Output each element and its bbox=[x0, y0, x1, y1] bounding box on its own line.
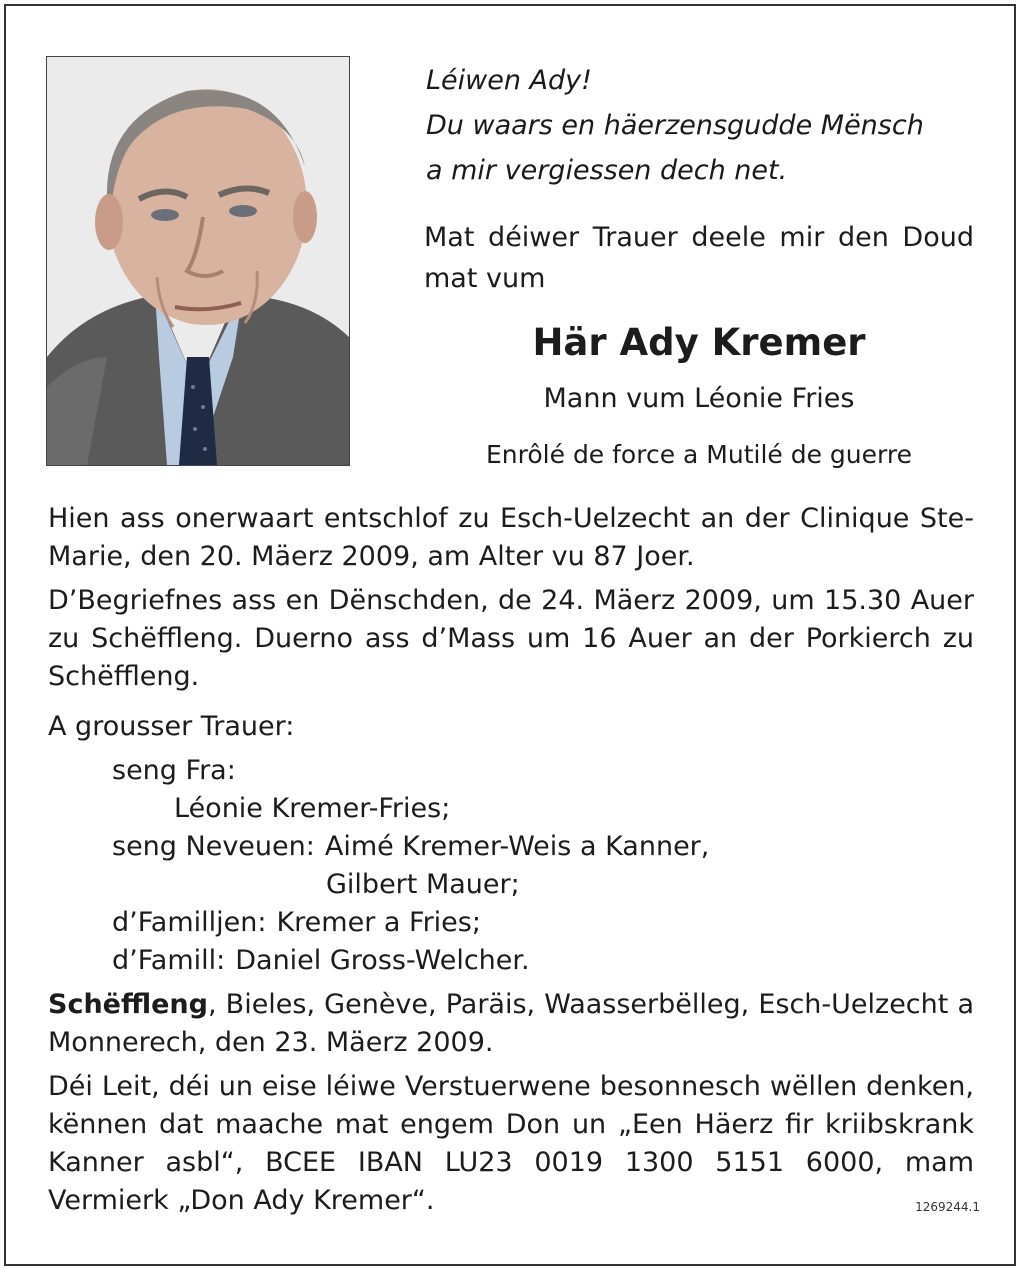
mourner-name: Léonie Kremer-Fries; bbox=[174, 793, 451, 824]
deceased-name: Här Ady Kremer bbox=[532, 321, 866, 364]
death-paragraph: Hien ass onerwaart entschlof zu Esch-Uelzecht an der Clinique Ste-Marie, den 20. Mäerz 2009, am Alter vu 87 Joer. bbox=[48, 503, 974, 572]
verse bbox=[426, 58, 986, 193]
mourner-name: Kremer a Fries; bbox=[276, 907, 481, 938]
place-date-paragraph bbox=[48, 986, 974, 1062]
mourner-label: d’Famill: bbox=[112, 945, 226, 976]
deceased-title: Enrôlé de force a Mutilé de guerre bbox=[486, 440, 912, 469]
mourner-name: Daniel Gross-Welcher. bbox=[235, 945, 530, 976]
mourner-label: d’Familljen: bbox=[112, 907, 267, 938]
mourner-row bbox=[326, 866, 974, 904]
mourner-row bbox=[112, 904, 974, 942]
notice-body bbox=[48, 500, 974, 1226]
mourner-label: seng Fra: bbox=[112, 755, 236, 786]
portrait-image bbox=[47, 57, 349, 465]
reference-number: 1269244.1 bbox=[915, 1200, 980, 1214]
mourner-name: Gilbert Mauer; bbox=[326, 869, 520, 900]
verse-line: Léiwen Ady! bbox=[426, 65, 592, 96]
place-name: Schëffleng bbox=[48, 989, 208, 1020]
mourners-list bbox=[48, 752, 974, 980]
mourner-row bbox=[174, 790, 974, 828]
verse-line: Du waars en häerzensgudde Mënsch bbox=[426, 110, 924, 141]
mourner-name: Aimé Kremer-Weis a Kanner, bbox=[324, 831, 710, 862]
donation-paragraph: Déi Leit, déi un eise léiwe Verstuerwene besonnesch wëllen denken, kënnen dat maache mat engem Don un „Een Häerz fir kriibskrank Kanner asbl“, BCEE IBAN LU23 0019 1300 5151 6000, mam Vermierk „Don Ady Kremer“. bbox=[48, 1071, 974, 1216]
portrait-photo bbox=[46, 56, 350, 466]
mourners-heading: A grousser Trauer: bbox=[48, 711, 295, 742]
mourner-row bbox=[112, 828, 974, 866]
husband-of: Mann vum Léonie Fries bbox=[543, 383, 855, 414]
verse-line: a mir vergiessen dech net. bbox=[426, 155, 788, 186]
intro-text: Mat déiwer Trauer deele mir den Doud mat vum bbox=[424, 222, 974, 294]
mourner-row bbox=[112, 752, 974, 790]
mourner-row bbox=[112, 942, 974, 980]
funeral-paragraph: D’Begriefnes ass en Dënschden, de 24. Mäerz 2009, um 15.30 Auer zu Schëffleng. Duerno ass d’Mass um 16 Auer an der Porkierch zu Schëffleng. bbox=[48, 585, 974, 692]
place-date-text: , Bieles, Genève, Paräis, Waasserbëlleg, Esch-Uelzecht a Monnerech, den 23. Mäerz 2009. bbox=[48, 989, 974, 1058]
mourner-label: seng Neveuen: bbox=[112, 831, 315, 862]
